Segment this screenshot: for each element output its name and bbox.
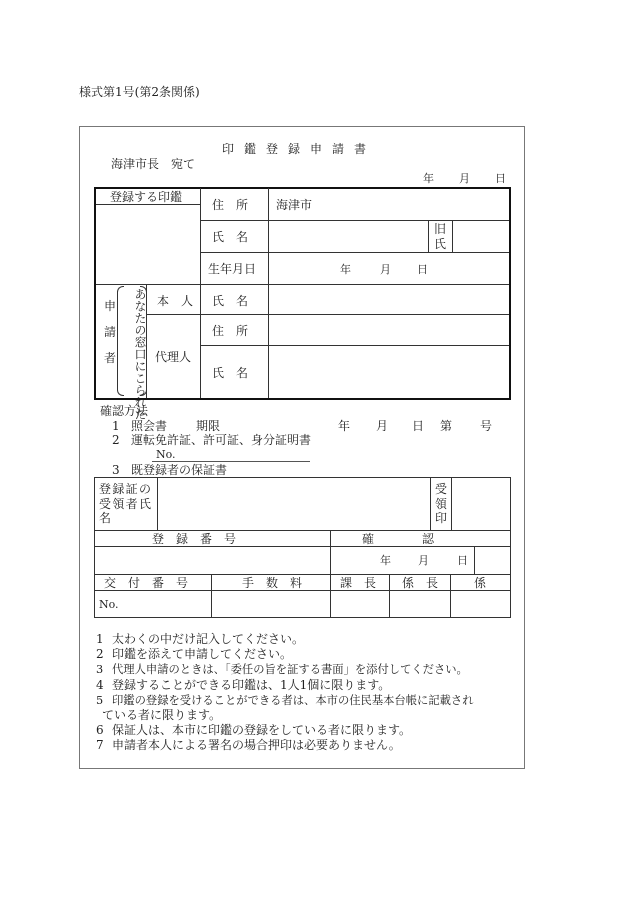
verification-go: 号 xyxy=(480,419,493,433)
addressee: 海津市長 宛て xyxy=(111,157,196,171)
verification-item2-text[interactable]: 運転免許証、許可証、身分証明書 xyxy=(131,433,312,447)
birthdate-day: 日 xyxy=(417,263,428,276)
verification-date-month: 月 xyxy=(376,419,389,433)
birthdate-year: 年 xyxy=(340,263,351,276)
agent-name-label: 氏 名 xyxy=(212,366,249,380)
note-line: 5 印鑑の登録を受けることができる者は、本市の住民基本台帳に記載され xyxy=(96,693,474,707)
self-name-label: 氏 名 xyxy=(212,294,249,308)
verification-item1-deadline: 期限 xyxy=(196,419,221,433)
agent-address-label: 住 所 xyxy=(212,324,249,338)
application-date-year: 年 xyxy=(423,172,434,185)
applicant-label: 申請者 xyxy=(103,299,116,365)
application-date-day: 日 xyxy=(495,172,506,185)
staff-label: 係 xyxy=(474,576,487,590)
fee-field[interactable] xyxy=(213,592,328,616)
form-number: 様式第1号(第2条関係) xyxy=(79,85,200,99)
verification-date-day: 日 xyxy=(412,419,425,433)
subsection-chief-label: 係 長 xyxy=(402,576,439,590)
verification-heading: 確認方法 xyxy=(100,404,149,418)
note-line: ている者に限ります。 xyxy=(102,708,222,723)
agent-address-field[interactable] xyxy=(270,316,508,344)
confirm-date-day: 日 xyxy=(457,554,468,567)
seal-area[interactable] xyxy=(98,206,198,282)
agent-label: 代理人 xyxy=(155,350,192,364)
application-date-month: 月 xyxy=(459,172,470,185)
verification-item1-text[interactable]: 照会書 xyxy=(131,419,168,433)
note-line: 1 太わくの中だけ記入してください。 xyxy=(96,632,305,646)
registration-number-label: 登 録 番 号 xyxy=(152,532,237,546)
verification-date-year: 年 xyxy=(338,419,351,433)
window-note: あなたの窓口にこられた xyxy=(133,288,147,420)
confirm-label: 確 認 xyxy=(362,532,435,546)
address-value[interactable]: 海津市 xyxy=(276,198,313,212)
birthdate-month: 月 xyxy=(380,263,391,276)
verification-dai: 第 xyxy=(440,419,453,433)
receiver-label: 登録証の受領者氏名 xyxy=(99,482,151,525)
self-name-field[interactable] xyxy=(270,286,508,313)
agent-name-field[interactable] xyxy=(270,347,508,397)
name-label: 氏 名 xyxy=(212,230,249,244)
issue-number-no: No. xyxy=(99,598,119,611)
address-label: 住 所 xyxy=(212,198,249,212)
note-line: 3 代理人申請のときは、「委任の旨を証する書面」を添付してください。 xyxy=(96,663,468,677)
confirm-date-year: 年 xyxy=(380,554,391,567)
fee-label: 手 数 料 xyxy=(242,576,303,590)
receiver-name-field[interactable] xyxy=(159,479,429,528)
notes xyxy=(96,632,524,754)
confirm-date-month: 月 xyxy=(418,554,429,567)
seal-box-label: 登録する印鑑 xyxy=(110,190,183,204)
self-label: 本 人 xyxy=(157,294,194,308)
registration-number-field[interactable] xyxy=(96,548,328,572)
id-number-underline[interactable] xyxy=(152,461,310,462)
issue-number-field[interactable] xyxy=(118,592,209,616)
issue-number-label: 交 付 番 号 xyxy=(104,576,189,590)
note-line: 7 申請者本人による署名の場合押印は必要ありません。 xyxy=(96,738,401,753)
verification-item3-number: 3 xyxy=(112,463,120,477)
birthdate-label: 生年月日 xyxy=(208,262,257,276)
former-name-field[interactable] xyxy=(454,222,508,250)
verification-item1-number: 1 xyxy=(112,419,120,433)
verification-item2-no-label: No. xyxy=(156,448,176,461)
form-title: 印鑑登録申請書 xyxy=(222,142,377,156)
name-field[interactable] xyxy=(270,222,426,250)
former-name-label: 旧氏 xyxy=(433,222,446,251)
receipt-seal-label: 受領印 xyxy=(434,482,447,526)
note-line: 2 印鑑を添えて申請してください。 xyxy=(96,647,293,662)
verification-item3-text[interactable]: 既登録者の保証書 xyxy=(131,463,228,477)
section-chief-label: 課 長 xyxy=(340,576,377,590)
note-line: 6 保証人は、本市に印鑑の登録をしている者に限ります。 xyxy=(96,723,412,738)
verification-item2-number: 2 xyxy=(112,433,120,447)
receipt-seal-field[interactable] xyxy=(453,479,508,528)
note-line: 4 登録することができる印鑑は、1人1個に限ります。 xyxy=(96,677,391,692)
